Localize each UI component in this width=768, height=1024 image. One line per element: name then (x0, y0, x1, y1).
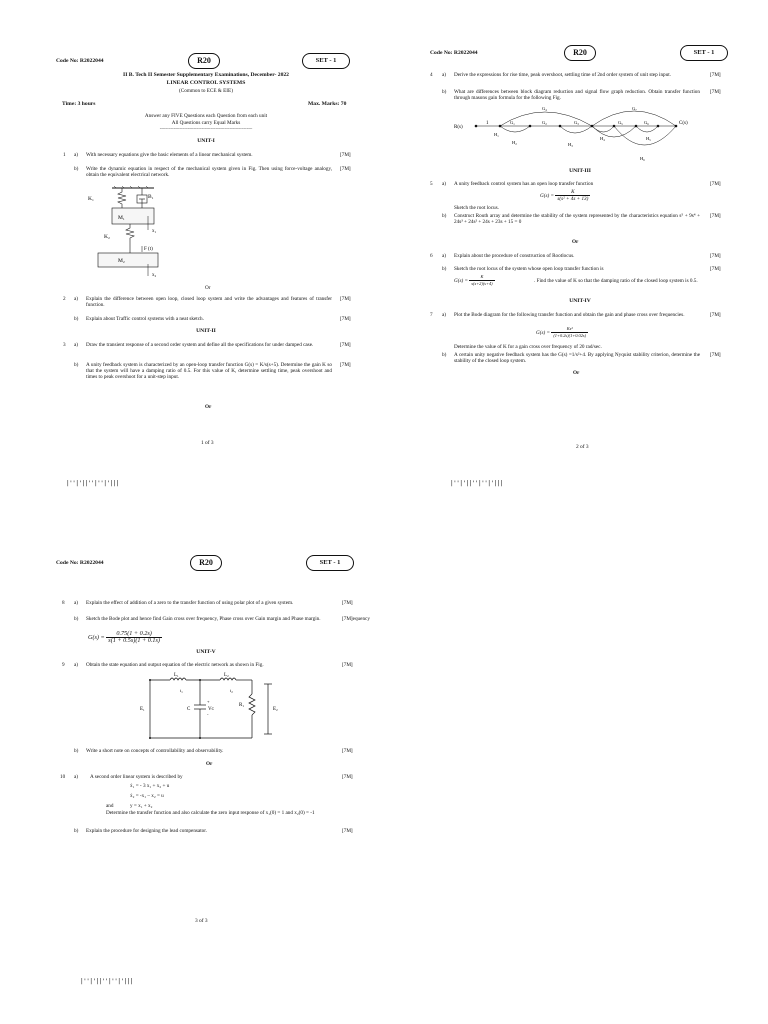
circuit-i2: i₂ (230, 688, 233, 693)
q1a-text: With necessary equations give the basic elements of a linear mechanical system. (86, 152, 253, 158)
q4-number: 4 (430, 72, 433, 78)
sfg-h5: H₅ (646, 136, 651, 141)
sfg-g5: G₅ (618, 120, 623, 125)
unit-4-heading: UNIT-IV (569, 298, 591, 304)
q10-eq3: y = x₁ + x₂ (130, 803, 153, 809)
sfg-h3: H₃ (568, 142, 573, 147)
fig-x2: x₂ (152, 273, 157, 278)
q4b-marks: [7M] (710, 89, 721, 95)
q10-eq2: ẋ₂ = -x₁ – x₂ = u (130, 793, 164, 799)
circuit-vc: Vᴄ (208, 707, 215, 712)
regulation-badge: R20 (188, 53, 220, 69)
q10a-marks: [7M] (342, 774, 353, 780)
q1-number: 1 (63, 152, 66, 158)
regulation-badge-3: R20 (190, 555, 222, 571)
code-number-3: Code No: R2022044 (56, 560, 104, 566)
q9b-label: b) (74, 748, 79, 754)
page-number-1: 1 of 3 (201, 440, 214, 446)
q7a-label: a) (442, 312, 447, 318)
q6b-text: Sketch the root locus of the system whose open loop transfer function is (454, 266, 604, 272)
unit-5-heading: UNIT-V (196, 649, 216, 655)
q10-eq1: ẋ₁ = - 3 x₁ + x₂ + u (130, 783, 170, 789)
q9a-text: Obtain the state equation and output equation of the electric network as shown in Fig. (86, 662, 264, 668)
sfg-h1: H₁ (494, 132, 499, 137)
q1b-marks: [7M] (340, 166, 351, 172)
q6b-marks: [7M] (710, 266, 721, 272)
fig-m1: M₁ (118, 215, 125, 221)
circuit-r1: R₁ (239, 703, 245, 708)
q5b-label: b) (442, 213, 447, 219)
q2a-marks: [7M] (340, 296, 351, 302)
q4a-text: Derive the expressions for rise time, peak overshoot, settling time of 2nd order system of unit step input. (454, 72, 671, 78)
q8b-text: Sketch the Bode plot and hence find Gain cross over frequency, Phase cross over Gain margin and Phase margin. (86, 616, 321, 622)
q5a-sketch: Sketch the root locus. (454, 205, 499, 211)
q10a-text: A second order linear system is described by (90, 774, 183, 780)
circuit-e1: E₁ (140, 707, 145, 712)
formula-g8: G(s) = $\frac{0.75(1 + 0.2s)}{s(1 + 0.5s)(1 + 0.1s)}$ (88, 630, 160, 645)
q7a-marks: [7M] (710, 312, 721, 318)
q1b-text: Write the dynamic equation in respect of the mechanical system given in Fig. Then using force-voltage analogy, obtain the equivalent electrical network. (86, 166, 332, 179)
q5a-label: a) (442, 181, 447, 187)
q8b-label: b) (74, 616, 79, 622)
q6a-text: Explain about the procedure of construction of Rootlocus. (454, 253, 575, 259)
q1b-label: b) (74, 166, 79, 172)
unit-3-heading: UNIT-III (569, 168, 591, 174)
set-badge-2: SET - 1 (680, 45, 728, 61)
exam-title: II B. Tech II Semester Supplementary Examinations, December- 2022 (123, 72, 289, 78)
code-number: Code No: R2022044 (56, 58, 104, 64)
q7b-marks: [7M] (710, 352, 721, 358)
formula-g7: G(s) = $\frac{\text{Ks²}}{(1+0.2s)(1+0.02s)}$ (536, 326, 587, 339)
q6a-marks: [7M] (710, 253, 721, 259)
q5-number: 5 (430, 181, 433, 187)
q3b-text: A unity feedback system is characterized by an open-loop transfer function G(s) = K/s(s+5). Determine the gain K so that the system will have a damping ratio of 0.5. For this value of K, determine settling time, peak overshoot and times to peak overshoot for a unit-step input. (86, 362, 332, 381)
regulation-badge-2: R20 (564, 45, 596, 61)
sfg-rs: R(s) (454, 125, 463, 130)
page-2 (384, 0, 768, 512)
instruction-2: All Questions carry Equal Marks (171, 120, 241, 126)
sfg-one: 1 (486, 121, 489, 126)
circuit-l1: L₁ (174, 673, 179, 678)
code-number-2: Code No: R2022044 (430, 50, 478, 56)
circuit-c: C (187, 707, 191, 712)
q7b-label: b) (442, 352, 447, 358)
q2-number: 2 (63, 296, 66, 302)
or-5: Or (206, 761, 213, 767)
page-3 (0, 512, 384, 1024)
q4a-label: a) (442, 72, 447, 78)
unit-1-heading: UNIT-I (197, 138, 215, 144)
q10b-label: b) (74, 828, 79, 834)
circuit-minus: - (207, 712, 209, 717)
circuit-l2: L₂ (224, 673, 229, 678)
q8a-label: a) (74, 600, 79, 606)
or-2: Or (205, 404, 212, 410)
q10b-marks: [7M] (342, 828, 353, 834)
fig-m2: M₂ (118, 258, 125, 264)
sfg-cs: C(s) (679, 121, 688, 126)
signal-flow-graph (454, 104, 694, 164)
q2b-text: Explain about Traffic control systems with a neat sketch. (86, 316, 204, 322)
set-badge-3: SET - 1 (306, 555, 354, 571)
exam-time: Time: 3 hours (62, 101, 96, 107)
instruction-1: Answer any FIVE Questions each Question from each unit (144, 113, 268, 119)
sfg-g6: G₆ (644, 120, 649, 125)
fig-x1: x₁ (152, 229, 157, 234)
q7a-text: Plot the Bode diagram for the following transfer function and obtain the gain and phase cross over frequencies. (454, 312, 685, 318)
rule-line: ~~~~~~~~~~~~~~~~~~~~~~~~~~~~~~~~~ (159, 126, 253, 132)
q2b-label: b) (74, 316, 79, 322)
q6b-label: b) (442, 266, 447, 272)
sfg-g7: G₇ (632, 106, 637, 111)
q6b-rest: . Find the value of K so that the damping ratio of the closed loop system is 0.5. (534, 278, 698, 284)
set-badge: SET - 1 (302, 53, 350, 69)
q9a-marks: [7M] (342, 662, 353, 668)
q3a-label: a) (74, 342, 79, 348)
q2a-text: Explain the difference between open loop, closed loop system and write the advantages and features of transfer function. (86, 296, 332, 309)
q8a-text: Explain the effect of addition of a zero to the transfer function of using polar plot of a given system. (86, 600, 294, 606)
mechanical-system-figure (82, 186, 172, 278)
q6-number: 6 (430, 253, 433, 259)
page-1 (0, 0, 384, 512)
q1a-label: a) (74, 152, 79, 158)
q3a-text: Draw the transient response of a second order system and define all the specifications for under damped case. (86, 342, 314, 348)
q7b-text: A certain unity negative feedback system has the G(s) =1/s²+4. By applying Nyquist stability criterion, determine the stability of the closed loop system. (454, 352, 700, 365)
sfg-g4: G₄ (542, 106, 547, 111)
q10-and: and (106, 803, 114, 809)
sfg-g2: G₂ (542, 120, 547, 125)
page-number-3: 3 of 3 (195, 918, 208, 924)
q7-number: 7 (430, 312, 433, 318)
q9b-marks: [7M] (342, 748, 353, 754)
q4a-marks: [7M] (710, 72, 721, 78)
q2b-marks: [7M] (340, 316, 351, 322)
barcode-3: |''|'||''|''|'||| (80, 978, 133, 985)
sfg-h4: H₄ (600, 136, 605, 141)
page-number-2: 2 of 3 (576, 444, 589, 450)
q10a-label: a) (74, 774, 79, 780)
q9a-label: a) (74, 662, 79, 668)
circuit-i1: i₁ (180, 688, 183, 693)
q8b-marks: [7M]equency (342, 616, 370, 622)
common-to: (Common to ECE & EIE) (179, 88, 233, 94)
q7a-determine: Determine the value of K for a gain cross over frequency of 20 rad/sec. (454, 344, 602, 350)
fig-b1: B₁ (148, 194, 154, 200)
barcode-1: |''|'||''|''|'||| (66, 480, 119, 487)
q10-number: 10 (60, 774, 66, 780)
q10b-text: Explain the procedure for designing the lead compensator. (86, 828, 208, 834)
subject-name: LINEAR CONTROL SYSTEMS (166, 80, 246, 86)
fig-force: F (t) (144, 247, 153, 252)
q5a-text: A unity feedback control system has an open loop transfer function (454, 181, 594, 187)
q5b-text: Construct Routh array and determine the stability of the system represented by the characteristics equation s⁵ + 9s⁴ + 24s³ + 24s² + 24s + 23s + 15 = 0 (454, 213, 700, 226)
q8-number: 8 (62, 600, 65, 606)
sfg-g1: G₁ (510, 120, 515, 125)
unit-2-heading: UNIT-II (196, 328, 216, 334)
fig-k2: K₂ (104, 234, 110, 240)
q2a-label: a) (74, 296, 79, 302)
sfg-h6: H₆ (640, 156, 645, 161)
circuit-plus: + (207, 699, 210, 704)
q6a-label: a) (442, 253, 447, 259)
q4b-label: b) (442, 89, 447, 95)
q9b-text: Write a short note on concepts of controllability and observability. (86, 748, 224, 754)
fig-k1: K₁ (88, 196, 94, 202)
q8a-marks: [7M] (342, 600, 353, 606)
sfg-g3: G₃ (574, 120, 579, 125)
q5b-marks: [7M] (710, 213, 721, 219)
or-3: Or (572, 239, 579, 245)
q3b-label: b) (74, 362, 79, 368)
formula-g5: G(s) = $\frac{K}{\text{s(s² + 4s + 13)}}$ (540, 189, 589, 203)
q5a-marks: [7M] (710, 181, 721, 187)
max-marks: Max. Marks: 70 (308, 101, 347, 107)
q1a-marks: [7M] (340, 152, 351, 158)
circuit-e2: E₂ (273, 707, 278, 712)
electric-network-figure (140, 672, 288, 744)
q3-number: 3 (63, 342, 66, 348)
or-1: Or (205, 285, 211, 291)
q3a-marks: [7M] (340, 342, 351, 348)
or-4: Or (573, 370, 580, 376)
q10-determine: Determine the transfer function and also calculate the zero input response of x₁(0) = 1 and x₂(0) = -1 (106, 810, 315, 816)
q3b-marks: [7M] (340, 362, 351, 368)
barcode-2: |''|'||''|''|'||| (450, 480, 503, 487)
sfg-h2: H₂ (512, 140, 517, 145)
q9-number: 9 (62, 662, 65, 668)
formula-g6: G(s) = $\frac{K}{s(s+2)(s+4)}$ (454, 274, 493, 287)
q4b-text: What are differences between block diagram reduction and signal flow graph reduction. Obtain transfer function through masons gain formula for the following Fig. (454, 89, 700, 102)
